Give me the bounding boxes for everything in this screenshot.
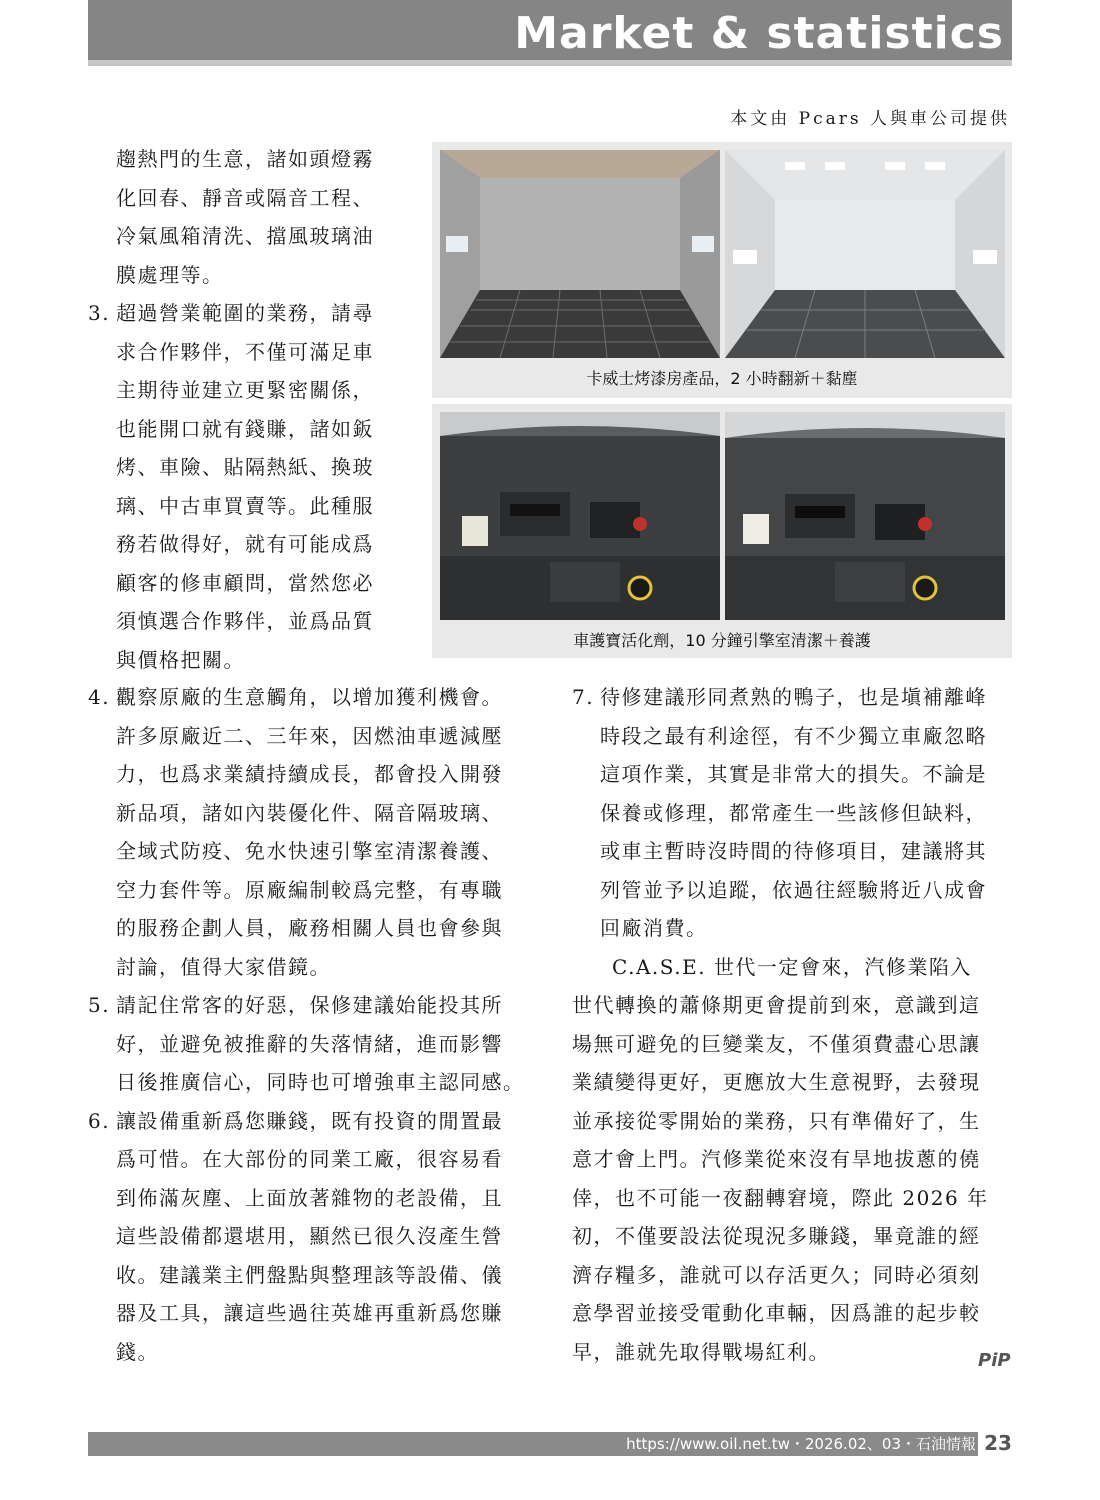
item-number: 7. [572, 685, 595, 709]
text-line: 新品項，諸如內裝優化件、隔音隔玻璃、 [116, 800, 503, 825]
text-line: 好，並避免被推辭的失落情緒，進而影響 [116, 1031, 503, 1056]
list-item-7 [572, 678, 1014, 948]
text-line: 與價格把關。 [116, 647, 245, 672]
footer-publication-info: https://www.oil.net.tw・2026.02、03・石油情報 [626, 1435, 976, 1453]
list-item-3 [88, 294, 398, 679]
right-text-column [572, 678, 1014, 1371]
section-title: Market & statistics [514, 8, 1004, 59]
item-number: 5. [88, 993, 111, 1017]
text-line: 璃、中古車買賣等。此種服 [116, 493, 374, 518]
text-line: 力，也爲求業績持續成長，都會投入開發 [116, 762, 503, 786]
text-line: 烤、車險、貼隔熱紙、換玻 [116, 455, 374, 479]
text-line: 膜處理等。 [116, 262, 224, 287]
text-line: 爲可惜。在大部份的同業工廠，很容易看 [116, 1147, 503, 1171]
text-line: 早，誰就先取得戰場紅利。 [572, 1339, 830, 1364]
text-line: 趨熱門的生意，諸如頭燈霧 [116, 147, 374, 171]
photo-panel-engine-bay [432, 404, 1012, 658]
end-mark-logo: PiP [978, 1350, 1011, 1371]
text-line: 業績變得更好，更應放大生意視野，去發現 [572, 1070, 981, 1094]
list-item-4 [88, 678, 528, 986]
text-line: 全域式防疫、免水快速引擎室清潔養護、 [116, 839, 503, 863]
text-line: 空力套件等。原廠編制較爲完整，有專職 [116, 877, 503, 902]
photo-panel-paint-booth [432, 142, 1012, 398]
text-line: 請記住常客的好惡，保修建議始能投其所 [116, 993, 503, 1017]
engine-bay-photo-before [440, 412, 720, 620]
text-line: 冷氣風箱清洗、擋風玻璃油 [116, 224, 374, 248]
page-number: 23 [984, 1431, 1012, 1455]
list-item-6 [88, 1102, 528, 1372]
left-text-column [88, 678, 528, 1371]
text-line: 並承接從零開始的業務，只有準備好了，生 [572, 1108, 981, 1133]
text-line: 保養或修理，都常產生一些該修但缺料， [600, 800, 987, 825]
paint-booth-photo-before [440, 150, 720, 358]
paint-booth-photo-after [725, 150, 1005, 358]
text-line: 觀察原廠的生意觸角，以增加獲利機會。 [116, 685, 503, 709]
text-line: 濟存糧多，誰就可以存活更久；同時必須刻 [572, 1262, 981, 1287]
text-line: 化回春、靜音或隔音工程、 [116, 185, 374, 210]
continuation-text [88, 140, 398, 294]
text-line: 世代轉換的蕭條期更會提前到來，意識到這 [572, 993, 981, 1017]
text-line: C.A.S.E. 世代一定會來，汽修業陷入 [612, 954, 972, 979]
photo-caption-paint-booth: 卡威士烤漆房產品，2 小時翻新＋黏塵 [586, 369, 858, 388]
text-line: 收。建議業主們盤點與整理該等設備、儀 [116, 1262, 503, 1287]
text-line: 列管並予以追蹤，依過往經驗將近八成會 [600, 877, 987, 902]
text-line: 超過營業範圍的業務，請尋 [116, 301, 374, 325]
item-number: 6. [88, 1108, 111, 1133]
text-line: 許多原廠近二、三年來，因燃油車遞減壓 [116, 723, 503, 748]
text-line: 待修建議形同煮熟的鴨子，也是塡補離峰 [600, 685, 987, 709]
text-line: 也能開口就有錢賺，諸如鈑 [116, 416, 374, 441]
text-line: 這些設備都還堪用，顯然已很久沒產生營 [116, 1224, 503, 1248]
text-line: 器及工具，讓這些過往英雄再重新爲您賺 [116, 1301, 503, 1325]
text-line: 須慎選合作夥伴，並爲品質 [116, 609, 374, 633]
text-line: 主期待並建立更緊密關係， [116, 378, 374, 402]
header-bar [88, 0, 1012, 66]
text-line: 或車主暫時沒時間的待修項目，建議將其 [600, 839, 987, 863]
text-line: 這項作業，其實是非常大的損失。不論是 [600, 762, 987, 786]
text-line: 意學習並接受電動化車輛，因爲誰的起步較 [572, 1301, 981, 1325]
text-line: 錢。 [116, 1339, 159, 1364]
text-line: 的服務企劃人員，廠務相關人員也會參與 [116, 916, 503, 940]
text-line: 到佈滿灰塵、上面放著雜物的老設備，且 [116, 1185, 503, 1210]
article-credit: 本文由 Pcars 人與車公司提供 [730, 109, 1010, 129]
text-line: 初，不僅要設法從現況多賺錢，畢竟誰的經 [572, 1224, 981, 1248]
item-number: 3. [88, 301, 111, 325]
text-line: 倖，也不可能一夜翻轉窘境，際此 2026 年 [572, 1185, 989, 1210]
text-line: 回廠消費。 [600, 916, 708, 940]
engine-bay-photo-after [725, 412, 1005, 620]
text-line: 日後推廣信心，同時也可增強車主認同感。 [116, 1070, 525, 1094]
text-line: 務若做得好，就有可能成爲 [116, 532, 374, 556]
text-line: 意才會上門。汽修業從來沒有旱地拔蔥的僥 [572, 1147, 981, 1171]
text-line: 場無可避免的巨變業友，不僅須費盡心思讓 [572, 1031, 981, 1056]
text-line: 求合作夥伴，不僅可滿足車 [116, 339, 374, 364]
list-item-5 [88, 986, 528, 1102]
top-text-column [88, 140, 398, 679]
item-number: 4. [88, 685, 111, 709]
text-line: 顧客的修車顧問，當然您必 [116, 570, 374, 595]
text-line: 讓設備重新爲您賺錢，既有投資的閒置最 [116, 1108, 503, 1133]
text-line: 討論，值得大家借鏡。 [116, 954, 331, 979]
text-line: 時段之最有利途徑，有不少獨立車廠忽略 [600, 723, 987, 748]
closing-paragraph [572, 948, 1014, 1372]
photo-caption-engine-bay: 車護寶活化劑，10 分鐘引擎室清潔＋養護 [573, 631, 871, 650]
